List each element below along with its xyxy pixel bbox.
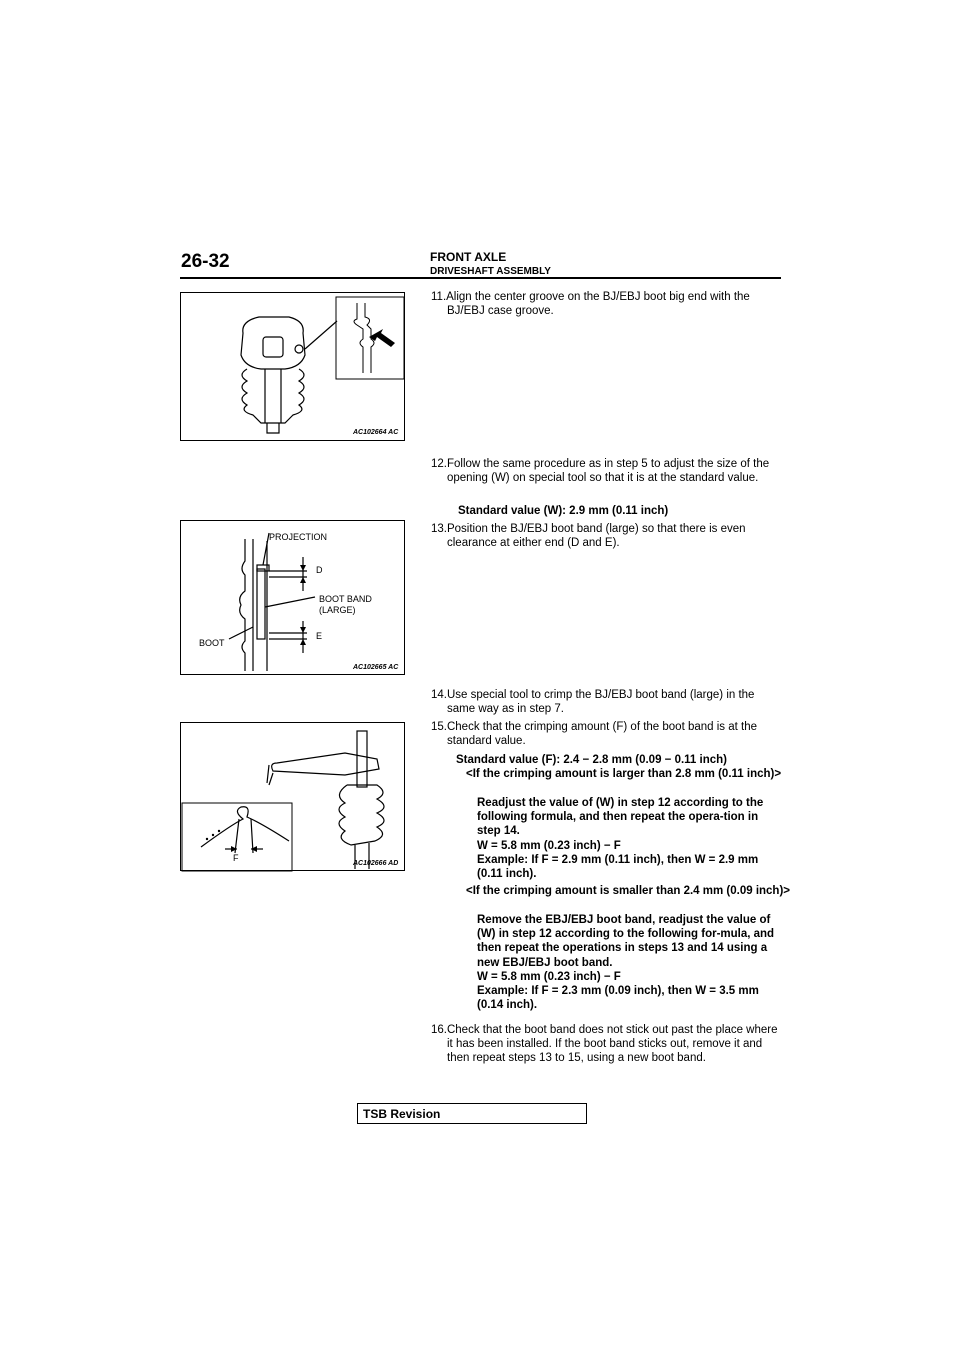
boot-alignment-illustration xyxy=(181,293,406,442)
step-11: 11.Align the center groove on the BJ/EBJ boot big end with the BJ/EBJ case groove. xyxy=(431,291,750,318)
step-16: 16.Check that the boot band does not stick out past the place where it has been installed. If the boot band sticks out, remove it and then repeat steps 13 to 15, using a new boot band. xyxy=(431,1024,778,1065)
step-12-standard-value: Standard value (W): 2.9 mm (0.11 inch) xyxy=(458,505,669,517)
section-title: FRONT AXLE xyxy=(430,250,507,264)
figure-crimp-check xyxy=(180,722,405,871)
case-larger-body: Readjust the value of (W) in step 12 according to the following formula, and then repeat the opera-tion in step 14. xyxy=(477,797,764,838)
case-larger-example: Example: If F = 2.9 mm (0.11 inch), then W = 2.9 mm (0.11 inch). xyxy=(477,854,759,881)
label-boot-band: BOOT BAND xyxy=(319,594,372,604)
case-smaller-body: Remove the EBJ/EBJ boot band, readjust the value of (W) in step 12 according to the following for-mula, and then repeat the operations in steps 13 and 14 using a new EBJ/EBJ boot band. xyxy=(477,914,775,969)
case-larger-heading: <If the crimping amount is larger than 2.8 mm (0.11 inch)> xyxy=(466,768,782,780)
crimp-check-illustration xyxy=(181,723,406,872)
label-large: (LARGE) xyxy=(319,605,356,615)
figure-code: AC102665 AC xyxy=(353,664,399,671)
case-smaller-formula: W = 5.8 mm (0.23 inch) − F xyxy=(477,971,621,983)
figure-code: AC102666 AD xyxy=(353,860,399,867)
figure-code: AC102664 AC xyxy=(353,429,399,436)
header-rule xyxy=(180,277,781,279)
step-13: 13.Position the BJ/EBJ boot band (large) so that there is even clearance at either end (D and E). xyxy=(431,523,746,550)
label-e: E xyxy=(316,631,323,641)
figure-boot-band-position xyxy=(180,520,405,675)
tsb-revision-label: TSB Revision xyxy=(363,1107,441,1121)
label-projection: PROJECTION xyxy=(269,532,328,542)
figure-boot-alignment xyxy=(180,292,405,441)
step-15-standard-value: Standard value (F): 2.4 − 2.8 mm (0.09 − 0.11 inch) xyxy=(456,754,727,766)
tsb-revision-box xyxy=(357,1103,587,1124)
label-boot: BOOT xyxy=(199,638,225,648)
case-larger-formula: W = 5.8 mm (0.23 inch) − F xyxy=(477,840,621,852)
case-smaller-heading: <If the crimping amount is smaller than 2.4 mm (0.09 inch)> xyxy=(466,885,791,897)
label-f: F xyxy=(233,853,239,863)
case-smaller-example: Example: If F = 2.3 mm (0.09 inch), then W = 3.5 mm (0.14 inch). xyxy=(477,985,759,1012)
page-number: 26-32 xyxy=(181,251,230,272)
step-15: 15.Check that the crimping amount (F) of the boot band is at the standard value. xyxy=(431,721,758,748)
label-d: D xyxy=(316,565,323,575)
boot-band-illustration xyxy=(181,521,406,676)
step-14: 14.Use special tool to crimp the BJ/EBJ boot band (large) in the same way as in step 7. xyxy=(431,689,755,716)
subsection-title: DRIVESHAFT ASSEMBLY xyxy=(430,266,551,277)
step-12: 12.Follow the same procedure as in step 5 to adjust the size of the opening (W) on special tool so that it is at the standard value. xyxy=(431,458,770,485)
